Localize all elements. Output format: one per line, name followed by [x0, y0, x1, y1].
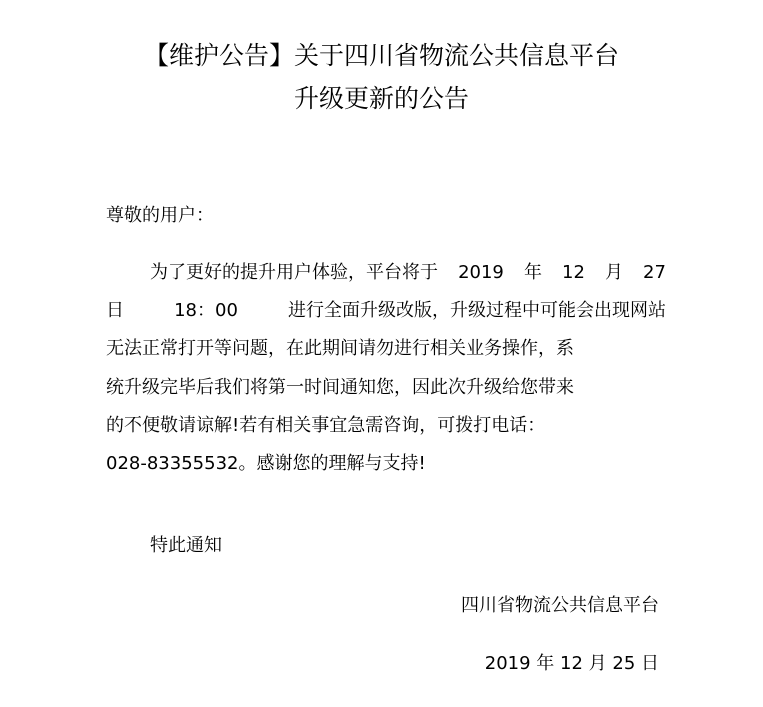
body-line-3: 无法正常打开等问题，在此期间请勿进行相关业务操作，系: [106, 338, 574, 360]
body-line-1-part-3: 年: [523, 262, 542, 283]
body-line-1: [106, 261, 666, 299]
announcement-title-line-1: 【维护公告】关于四川省物流公共信息平台: [143, 41, 619, 70]
body-line-2-part-2: 18：00: [174, 300, 238, 322]
body-line-2-part-3: 进行全面升级改版，升级过程中可能会出现网站: [288, 300, 666, 322]
body-line-1-part-1: 为了更好的提升用户体验，平台将于: [150, 262, 438, 283]
announcement-title-line-2: 升级更新的公告: [293, 84, 469, 113]
signature: 四川省物流公共信息平台: [461, 595, 659, 616]
body-line-1-part-5: 月: [604, 262, 623, 283]
body-line-5: 的不便敬请谅解!若有相关事宜急需咨询，可拨打电话：: [106, 414, 546, 436]
body-line-2: [106, 299, 666, 337]
announcement-body: [106, 261, 666, 490]
body-line-4: 统升级完毕后我们将第一时间通知您，因此次升级给您带来: [106, 376, 574, 398]
salutation: 尊敬的用户：: [106, 205, 214, 226]
body-line-6: 028-83355532。感谢您的理解与支持!: [106, 452, 426, 474]
body-line-1-part-6: 27: [643, 262, 666, 283]
body-line-1-part-2: 2019: [458, 262, 504, 283]
body-line-2-part-1: 日: [106, 300, 124, 322]
body-line-1-part-4: 12: [562, 262, 585, 283]
closing-notice: 特此通知: [150, 535, 222, 556]
announcement-date: 2019 年 12 月 25 日: [484, 653, 659, 674]
